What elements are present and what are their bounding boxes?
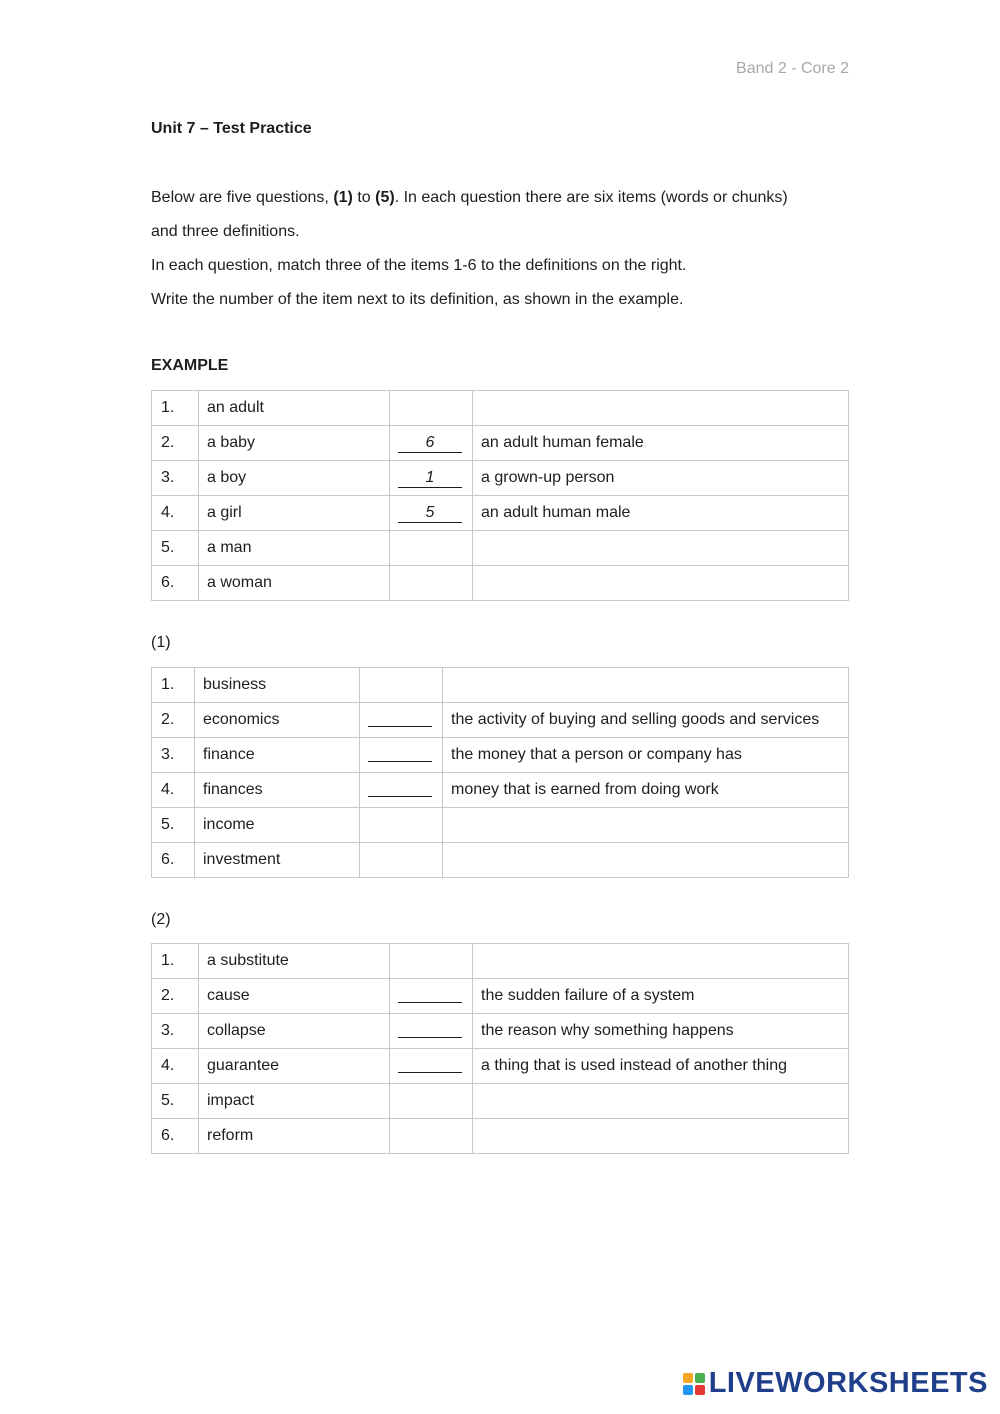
liveworksheets-logo xyxy=(683,1367,988,1400)
answer-cell xyxy=(360,808,443,843)
table-row xyxy=(152,1119,849,1154)
item-number: 2. xyxy=(152,979,199,1014)
definition xyxy=(473,566,849,601)
answer-blank-input[interactable] xyxy=(398,1055,462,1073)
item-number: 4. xyxy=(152,1049,199,1084)
page-header: Band 2 - Core 2 xyxy=(736,60,849,77)
instruction-bold: (1) xyxy=(333,189,353,206)
answer-cell xyxy=(360,668,443,703)
item-word: income xyxy=(195,808,360,843)
item-number: 5. xyxy=(152,531,199,566)
table-row xyxy=(152,843,849,878)
definition xyxy=(473,531,849,566)
item-word: finances xyxy=(195,773,360,808)
question-1-table xyxy=(151,667,849,878)
instruction-line-4: Write the number of the item next to its definition, as shown in the example. xyxy=(151,291,684,308)
table-row xyxy=(152,1049,849,1084)
answer-blank-input[interactable] xyxy=(368,709,432,727)
item-number: 1. xyxy=(152,391,199,426)
example-answer: 6 xyxy=(398,435,462,453)
item-word: collapse xyxy=(199,1014,390,1049)
item-number: 6. xyxy=(152,566,199,601)
definition xyxy=(443,808,849,843)
table-row xyxy=(152,566,849,601)
definition: a thing that is used instead of another thing xyxy=(473,1049,849,1084)
definition xyxy=(473,944,849,979)
table-row xyxy=(152,531,849,566)
table-row xyxy=(152,496,849,531)
example-answer: 1 xyxy=(398,470,462,488)
table-row xyxy=(152,773,849,808)
answer-cell xyxy=(360,703,443,738)
table-row xyxy=(152,426,849,461)
table-row xyxy=(152,1084,849,1119)
definition: the money that a person or company has xyxy=(443,738,849,773)
table-row xyxy=(152,944,849,979)
item-word: cause xyxy=(199,979,390,1014)
answer-blank-input[interactable] xyxy=(368,744,432,762)
table-row xyxy=(152,668,849,703)
item-number: 5. xyxy=(152,808,195,843)
item-number: 2. xyxy=(152,426,199,461)
definition: the sudden failure of a system xyxy=(473,979,849,1014)
logo-square xyxy=(695,1385,705,1395)
logo-square xyxy=(683,1373,693,1383)
instruction-text: to xyxy=(352,189,376,206)
question-1-label: (1) xyxy=(151,634,171,651)
item-word: a baby xyxy=(199,426,390,461)
item-number: 3. xyxy=(152,1014,199,1049)
instruction-line-1 xyxy=(151,181,851,215)
item-number: 4. xyxy=(152,496,199,531)
item-word: a girl xyxy=(199,496,390,531)
example-table xyxy=(151,390,849,601)
instruction-bold: (5) xyxy=(375,189,395,206)
example-label: EXAMPLE xyxy=(151,357,229,374)
answer-blank-input[interactable] xyxy=(398,985,462,1003)
logo-square xyxy=(683,1385,693,1395)
item-word: guarantee xyxy=(199,1049,390,1084)
answer-cell xyxy=(390,1119,473,1154)
item-word: reform xyxy=(199,1119,390,1154)
definition xyxy=(473,1084,849,1119)
table-row xyxy=(152,738,849,773)
answer-cell xyxy=(390,979,473,1014)
item-word: a substitute xyxy=(199,944,390,979)
item-number: 1. xyxy=(152,668,195,703)
definition: an adult human female xyxy=(473,426,849,461)
answer-cell xyxy=(390,944,473,979)
item-word: business xyxy=(195,668,360,703)
item-word: impact xyxy=(199,1084,390,1119)
answer-cell xyxy=(390,461,473,496)
question-2-table xyxy=(151,943,849,1154)
item-word: a boy xyxy=(199,461,390,496)
table-row xyxy=(152,391,849,426)
item-word: an adult xyxy=(199,391,390,426)
answer-cell xyxy=(390,391,473,426)
item-number: 3. xyxy=(152,738,195,773)
answer-cell xyxy=(390,1084,473,1119)
item-word: a woman xyxy=(199,566,390,601)
definition xyxy=(443,668,849,703)
answer-blank-input[interactable] xyxy=(398,1020,462,1038)
instruction-line-3: In each question, match three of the items 1-6 to the definitions on the right. xyxy=(151,257,687,274)
answer-cell xyxy=(390,531,473,566)
table-row xyxy=(152,808,849,843)
item-word: economics xyxy=(195,703,360,738)
answer-cell xyxy=(390,566,473,601)
example-answer: 5 xyxy=(398,505,462,523)
logo-square xyxy=(695,1373,705,1383)
item-number: 6. xyxy=(152,843,195,878)
page-title: Unit 7 – Test Practice xyxy=(151,120,312,137)
item-word: investment xyxy=(195,843,360,878)
answer-cell xyxy=(390,1014,473,1049)
table-row xyxy=(152,979,849,1014)
definition xyxy=(473,1119,849,1154)
item-number: 3. xyxy=(152,461,199,496)
answer-cell xyxy=(390,1049,473,1084)
item-number: 6. xyxy=(152,1119,199,1154)
definition: the reason why something happens xyxy=(473,1014,849,1049)
definition xyxy=(473,391,849,426)
question-2-label: (2) xyxy=(151,911,171,928)
definition xyxy=(443,843,849,878)
item-number: 4. xyxy=(152,773,195,808)
item-number: 1. xyxy=(152,944,199,979)
table-row xyxy=(152,703,849,738)
item-word: finance xyxy=(195,738,360,773)
definition: the activity of buying and selling goods and services xyxy=(443,703,849,738)
answer-cell xyxy=(360,738,443,773)
instruction-text: Below are five questions, xyxy=(151,189,334,206)
table-row xyxy=(152,1014,849,1049)
table-row xyxy=(152,461,849,496)
definition: a grown-up person xyxy=(473,461,849,496)
item-number: 5. xyxy=(152,1084,199,1119)
definition: money that is earned from doing work xyxy=(443,773,849,808)
definition: an adult human male xyxy=(473,496,849,531)
answer-cell xyxy=(360,773,443,808)
answer-cell xyxy=(390,426,473,461)
instruction-line-2: and three definitions. xyxy=(151,223,300,240)
answer-blank-input[interactable] xyxy=(368,779,432,797)
logo-mark-icon xyxy=(683,1373,705,1395)
item-number: 2. xyxy=(152,703,195,738)
instructions xyxy=(151,181,851,317)
answer-cell xyxy=(360,843,443,878)
answer-cell xyxy=(390,496,473,531)
instruction-text: . In each question there are six items (words or chunks) xyxy=(394,189,788,206)
logo-text: LIVEWORKSHEETS xyxy=(708,1367,988,1399)
item-word: a man xyxy=(199,531,390,566)
